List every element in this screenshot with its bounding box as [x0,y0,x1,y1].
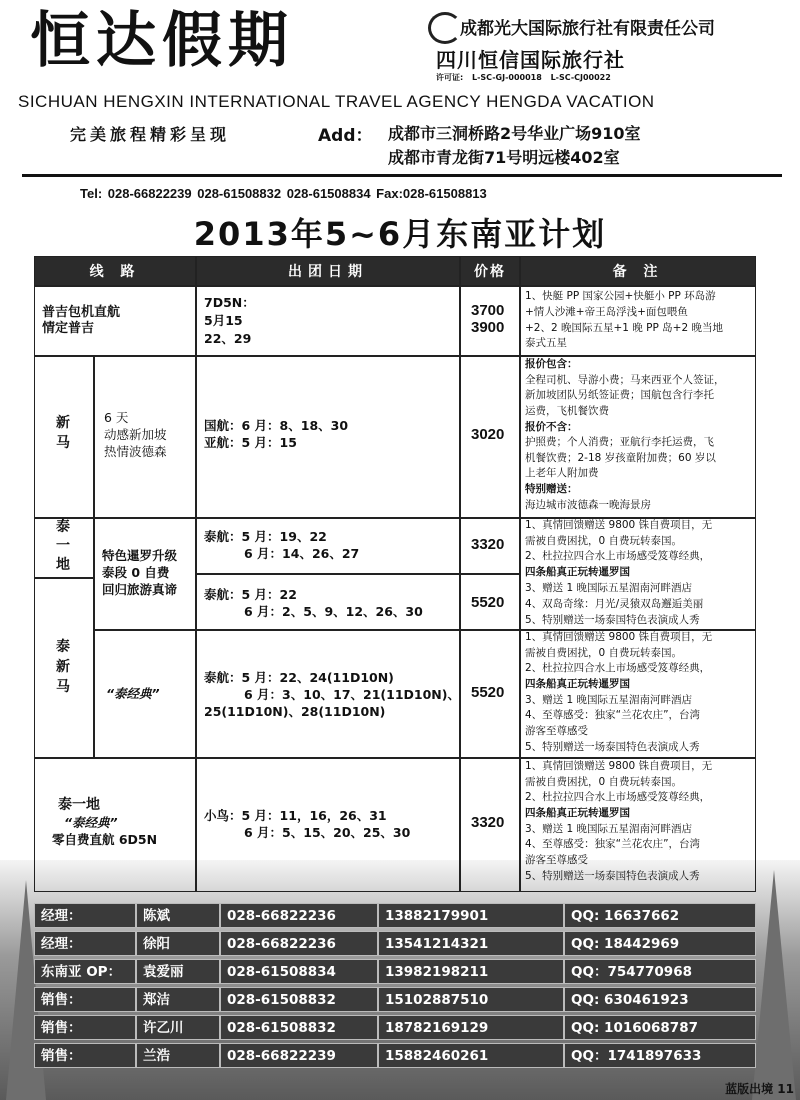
note-line: 需被自费困扰，0 自费玩转泰国。 [525,647,683,659]
contact-line: Tel: 028-66822239 028-61508832 028-61508834 Fax:028-61508813 [80,186,487,201]
note-line: 泰式五星 [525,337,567,349]
date-line: 6 月：3、10、17、21(11D10N)、 [244,687,460,702]
header-route: 线 路 [34,256,196,286]
note-line: 1、真情回馈赠送 9800 铢自费项目，无 [525,760,713,772]
note-line: 特别赠送： [525,483,578,495]
header-notes: 备 注 [520,256,756,286]
contact-role: 东南亚 OP： [34,959,136,984]
note-line: 5、特别赠送一场泰国特色表演成人秀 [525,614,700,626]
contact-row [34,931,756,956]
contact-name: 兰浩 [136,1043,220,1068]
note-line: 4、双岛奇缘：月光/灵猿双岛邂逅美丽 [525,598,704,610]
date-line: 6 月：5、15、20、25、30 [244,825,411,840]
route-line: 情定普吉 [42,321,95,336]
note-line: +2、2 晚国际五星+1 晚 PP 岛+2 晚当地 [525,322,723,334]
note-line: 4、至尊感受：独家“兰花农庄”，台湾 [525,709,701,721]
company-name-2: 四川恒信国际旅行社 [436,48,625,72]
route-line: 热情波德森 [104,444,167,459]
price: 3020 [471,426,505,443]
date-line: 国航：6 月：8、18、30 [204,418,349,433]
note-line: 1、真情回馈赠送 9800 铢自费项目，无 [525,519,713,531]
itinerary-table [34,256,756,892]
note-line: 需被自费困扰，0 自费玩转泰国。 [525,535,683,547]
date-line: 泰航：5 月：22、24(11D10N) [204,670,394,685]
contact-phone: 028-66822236 [220,903,378,928]
note-line: 3、赠送 1 晚国际五星湄南河畔酒店 [525,582,693,594]
note-line: 全程司机、导游小费；马来西亚个人签证， [525,374,725,386]
page-footer: 蓝版出境 11 [725,1082,794,1096]
contact-row [34,1043,756,1068]
route-line: 泰段 0 自费 [102,565,170,580]
note-line: 运费，飞机餐饮费 [525,405,609,417]
route-line: 普吉包机直航 [42,305,121,320]
route-line: 特色暹罗升级 [102,548,178,563]
route-line: “泰经典” [64,815,118,830]
note-line: 需被自费困扰，0 自费玩转泰国。 [525,776,683,788]
contact-role: 经理： [34,931,136,956]
note-line: 新加坡团队另纸签证费；国航包含行李托 [525,389,714,401]
contact-row [34,903,756,928]
contact-name: 郑洁 [136,987,220,1012]
contact-role: 销售： [34,1015,136,1040]
note-line: 3、赠送 1 晚国际五星湄南河畔酒店 [525,694,693,706]
note-line: 5、特别赠送一场泰国特色表演成人秀 [525,741,700,753]
note-line: 上老年人附加费 [525,467,599,479]
route-line: “泰经典” [106,686,160,701]
group-label: 泰 [56,639,70,655]
contact-mobile: 13982198211 [378,959,564,984]
group-label: 新 [56,415,70,431]
brand-title: 恒达假期 [30,6,294,76]
contact-name: 袁爱丽 [136,959,220,984]
date-line: 亚航：5 月：15 [204,435,297,450]
contact-role: 销售： [34,987,136,1012]
english-name: SICHUAN HENGXIN INTERNATIONAL TRAVEL AGENCY HENGDA VACATION [18,92,655,111]
address-label: Add： [318,126,373,146]
contact-qq: QQ：1741897633 [564,1043,756,1068]
route-line: 泰一地 [58,797,100,813]
swirl-logo-icon [428,12,462,44]
note-line: 报价不含： [525,421,578,433]
price: 5520 [471,594,505,611]
price: 3320 [471,814,505,831]
contact-mobile: 15102887510 [378,987,564,1012]
contact-qq: QQ: 16637662 [564,903,756,928]
group-label: 马 [56,435,70,451]
contact-mobile: 13882179901 [378,903,564,928]
route-line: 零自费直航 6D5N [52,832,158,847]
contact-mobile: 18782169129 [378,1015,564,1040]
contact-row [34,987,756,1012]
contact-row [34,1015,756,1040]
contact-name: 陈斌 [136,903,220,928]
contact-mobile: 15882460261 [378,1043,564,1068]
contact-phone: 028-61508832 [220,1015,378,1040]
contact-role: 经理： [34,903,136,928]
note-line: 游客至尊感受 [525,725,588,737]
address-2: 成都市青龙街71号明远楼402室 [388,148,620,167]
group-label: 一 [56,538,70,554]
price: 3320 [471,536,505,553]
date-line: 泰航：5 月：19、22 [204,529,327,544]
contact-mobile: 13541214321 [378,931,564,956]
license-numbers: 许可证: L-SC-GJ-000018 L-SC-CJ00022 [436,73,611,82]
date-line: 5月15 [204,313,243,328]
note-line: 4、至尊感受：独家“兰花农庄”，台湾 [525,838,701,850]
note-line: 四条船真正玩转暹罗国 [525,678,630,690]
note-line: 四条船真正玩转暹罗国 [525,807,630,819]
note-line: 1、真情回馈赠送 9800 铢自费项目，无 [525,631,713,643]
note-line: 5、特别赠送一场泰国特色表演成人秀 [525,870,700,882]
note-line: 2、杜拉拉四合水上市场感受笈尊经典， [525,662,711,674]
price: 5520 [471,684,505,701]
note-line: 2、杜拉拉四合水上市场感受笈尊经典， [525,791,711,803]
page-title: 2013年5~6月东南亚计划 [193,215,607,253]
contact-name: 徐阳 [136,931,220,956]
contact-phone: 028-66822239 [220,1043,378,1068]
note-line: 3、赠送 1 晚国际五星湄南河畔酒店 [525,823,693,835]
contact-phone: 028-61508834 [220,959,378,984]
date-line: 25(11D10N)、28(11D10N) [204,704,386,719]
group-label: 泰 [56,519,70,535]
address-1: 成都市三洞桥路2号华业广场910室 [388,124,641,143]
slogan: 完美旅程精彩呈现 [70,125,231,144]
note-line: 游客至尊感受 [525,854,588,866]
note-line: 护照费；个人消费；亚航行李托运费，飞 [525,436,714,448]
price: 3700 [471,302,505,319]
contact-row [34,959,756,984]
note-line: 报价包含： [525,358,578,370]
contact-qq: QQ：754770968 [564,959,756,984]
divider [22,174,782,177]
note-line: +情人沙滩+帝王岛浮浅+面包喂鱼 [525,306,688,318]
header-price: 价格 [460,256,520,286]
date-line: 6 月：2、5、9、12、26、30 [244,604,423,619]
contact-phone: 028-66822236 [220,931,378,956]
contact-name: 许乙川 [136,1015,220,1040]
group-label: 新 [56,659,70,675]
note-line: 机餐饮费；2-18 岁孩童附加费；60 岁以 [525,452,716,464]
date-line: 泰航：5 月：22 [204,587,297,602]
route-line: 动感新加坡 [104,427,167,442]
group-label: 地 [56,557,70,573]
company-name-1: 成都光大国际旅行社有限责任公司 [460,19,715,39]
price: 3900 [471,319,505,336]
header-dates: 出团日期 [196,256,460,286]
note-line: 2、杜拉拉四合水上市场感受笈尊经典， [525,550,711,562]
note-line: 1、快艇 PP 国家公园+快艇小 PP 环岛游 [525,290,716,302]
route-line: 6 天 [104,410,129,425]
contact-qq: QQ: 18442969 [564,931,756,956]
contact-role: 销售： [34,1043,136,1068]
date-line: 22、29 [204,331,252,346]
note-line: 四条船真正玩转暹罗国 [525,566,630,578]
contact-table [34,903,756,1071]
group-label: 马 [56,679,70,695]
date-line: 小鸟：5 月：11，16，26、31 [204,808,387,823]
date-line: 7D5N： [204,295,255,310]
contact-phone: 028-61508832 [220,987,378,1012]
route-line: 回归旅游真谛 [102,582,178,597]
contact-qq: QQ: 1016068787 [564,1015,756,1040]
note-line: 海边城市波德森一晚海景房 [525,499,651,511]
date-line: 6 月：14、26、27 [244,546,360,561]
contact-qq: QQ: 630461923 [564,987,756,1012]
